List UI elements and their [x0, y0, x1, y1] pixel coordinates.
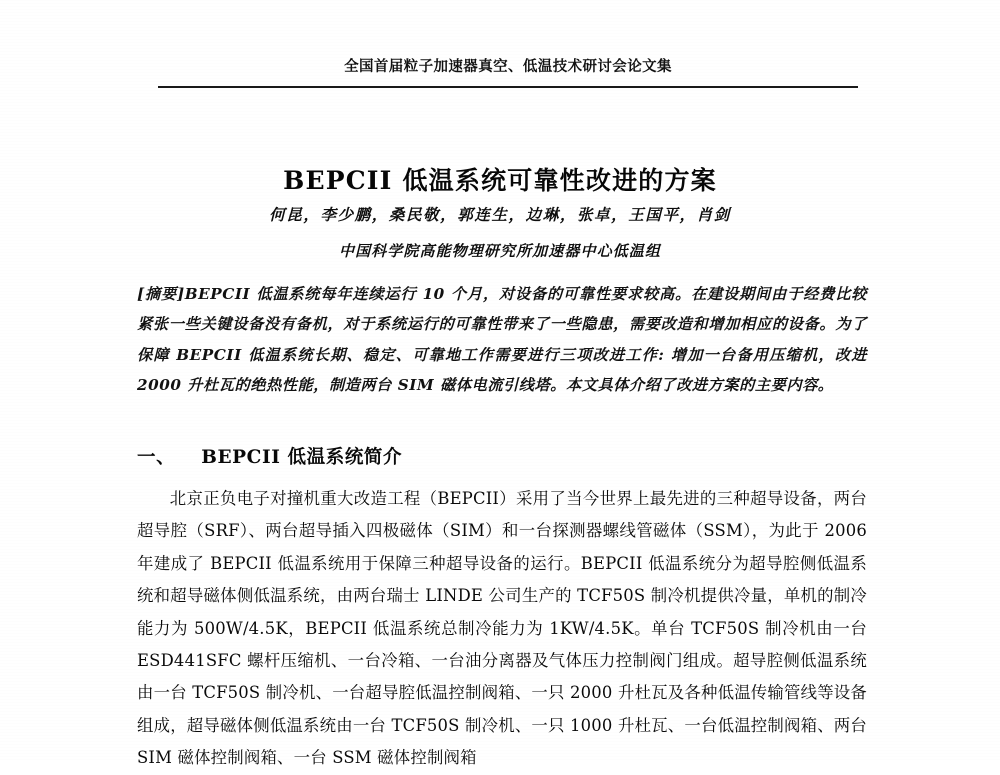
body-paragraph-1: 北京正负电子对撞机重大改造工程（BEPCII）采用了当今世界上最先进的三种超导设备，两台超导腔（SRF）、两台超导插入四极磁体（SIM）和一台探测器螺线管磁体（SSM），为此于 2006 年建成了 BEPCII 低温系统用于保障三种超导设备的运行。BEPCII 低温系统分为超导腔侧低温系统和超导磁体侧低温系统，由两台瑞士 LINDE 公司生产的 TCF50S 制冷机提供冷量，单机的制冷能力为 500W/4.5K，BEPCII 低温系统总制冷能力为 1KW/4.5K。单台 TCF50S 制冷机由一台 ESD441SFC 螺杆压缩机、一台冷箱、一台油分离器及气体压力控制阀门组成。超导腔侧低温系统由一台 TCF50S 制冷机、一台超导腔低温控制阀箱、一只 2000 升杜瓦及各种低温传输管线等设备组成，超导磁体侧低温系统由一台 TCF50S 制冷机、一只 1000 升杜瓦、一台低温控制阀箱、两台 SIM 磁体控制阀箱、一台 SSM 磁体控制阀箱 — [137, 489, 867, 768]
header-rule-divider — [158, 86, 858, 88]
running-header: 全国首届粒子加速器真空、低温技术研讨会论文集 — [344, 59, 672, 75]
author-list: 何昆，李少鹏，桑民敬，郭连生，边琳，张卓，王国平，肖剑 — [269, 205, 731, 224]
affiliation: 中国科学院高能物理研究所加速器中心低温组 — [338, 242, 661, 260]
section-title: BEPCII 低温系统简介 — [201, 447, 403, 468]
section-number: 一、 — [137, 447, 176, 468]
page-title: BEPCII 低温系统可靠性改进的方案 — [283, 165, 717, 195]
abstract-text: [摘要]BEPCII 低温系统每年连续运行 10 个月，对设备的可靠性要求较高。在建设期间由于经费比较紧张一些关键设备没有备机，对于系统运行的可靠性带来了一些隐患，需要改造和增加相应的设备。为了保障 BEPCII 低温系统长期、稳定、可靠地工作需要进行三项改进工作: 增加一台备用压缩机，改进 2000 升杜瓦的绝热性能，制造两台 SIM 磁体电流引线塔。本文具体介绍了改进方案的主要内容。 — [137, 285, 867, 394]
section-heading-1 — [137, 443, 402, 469]
